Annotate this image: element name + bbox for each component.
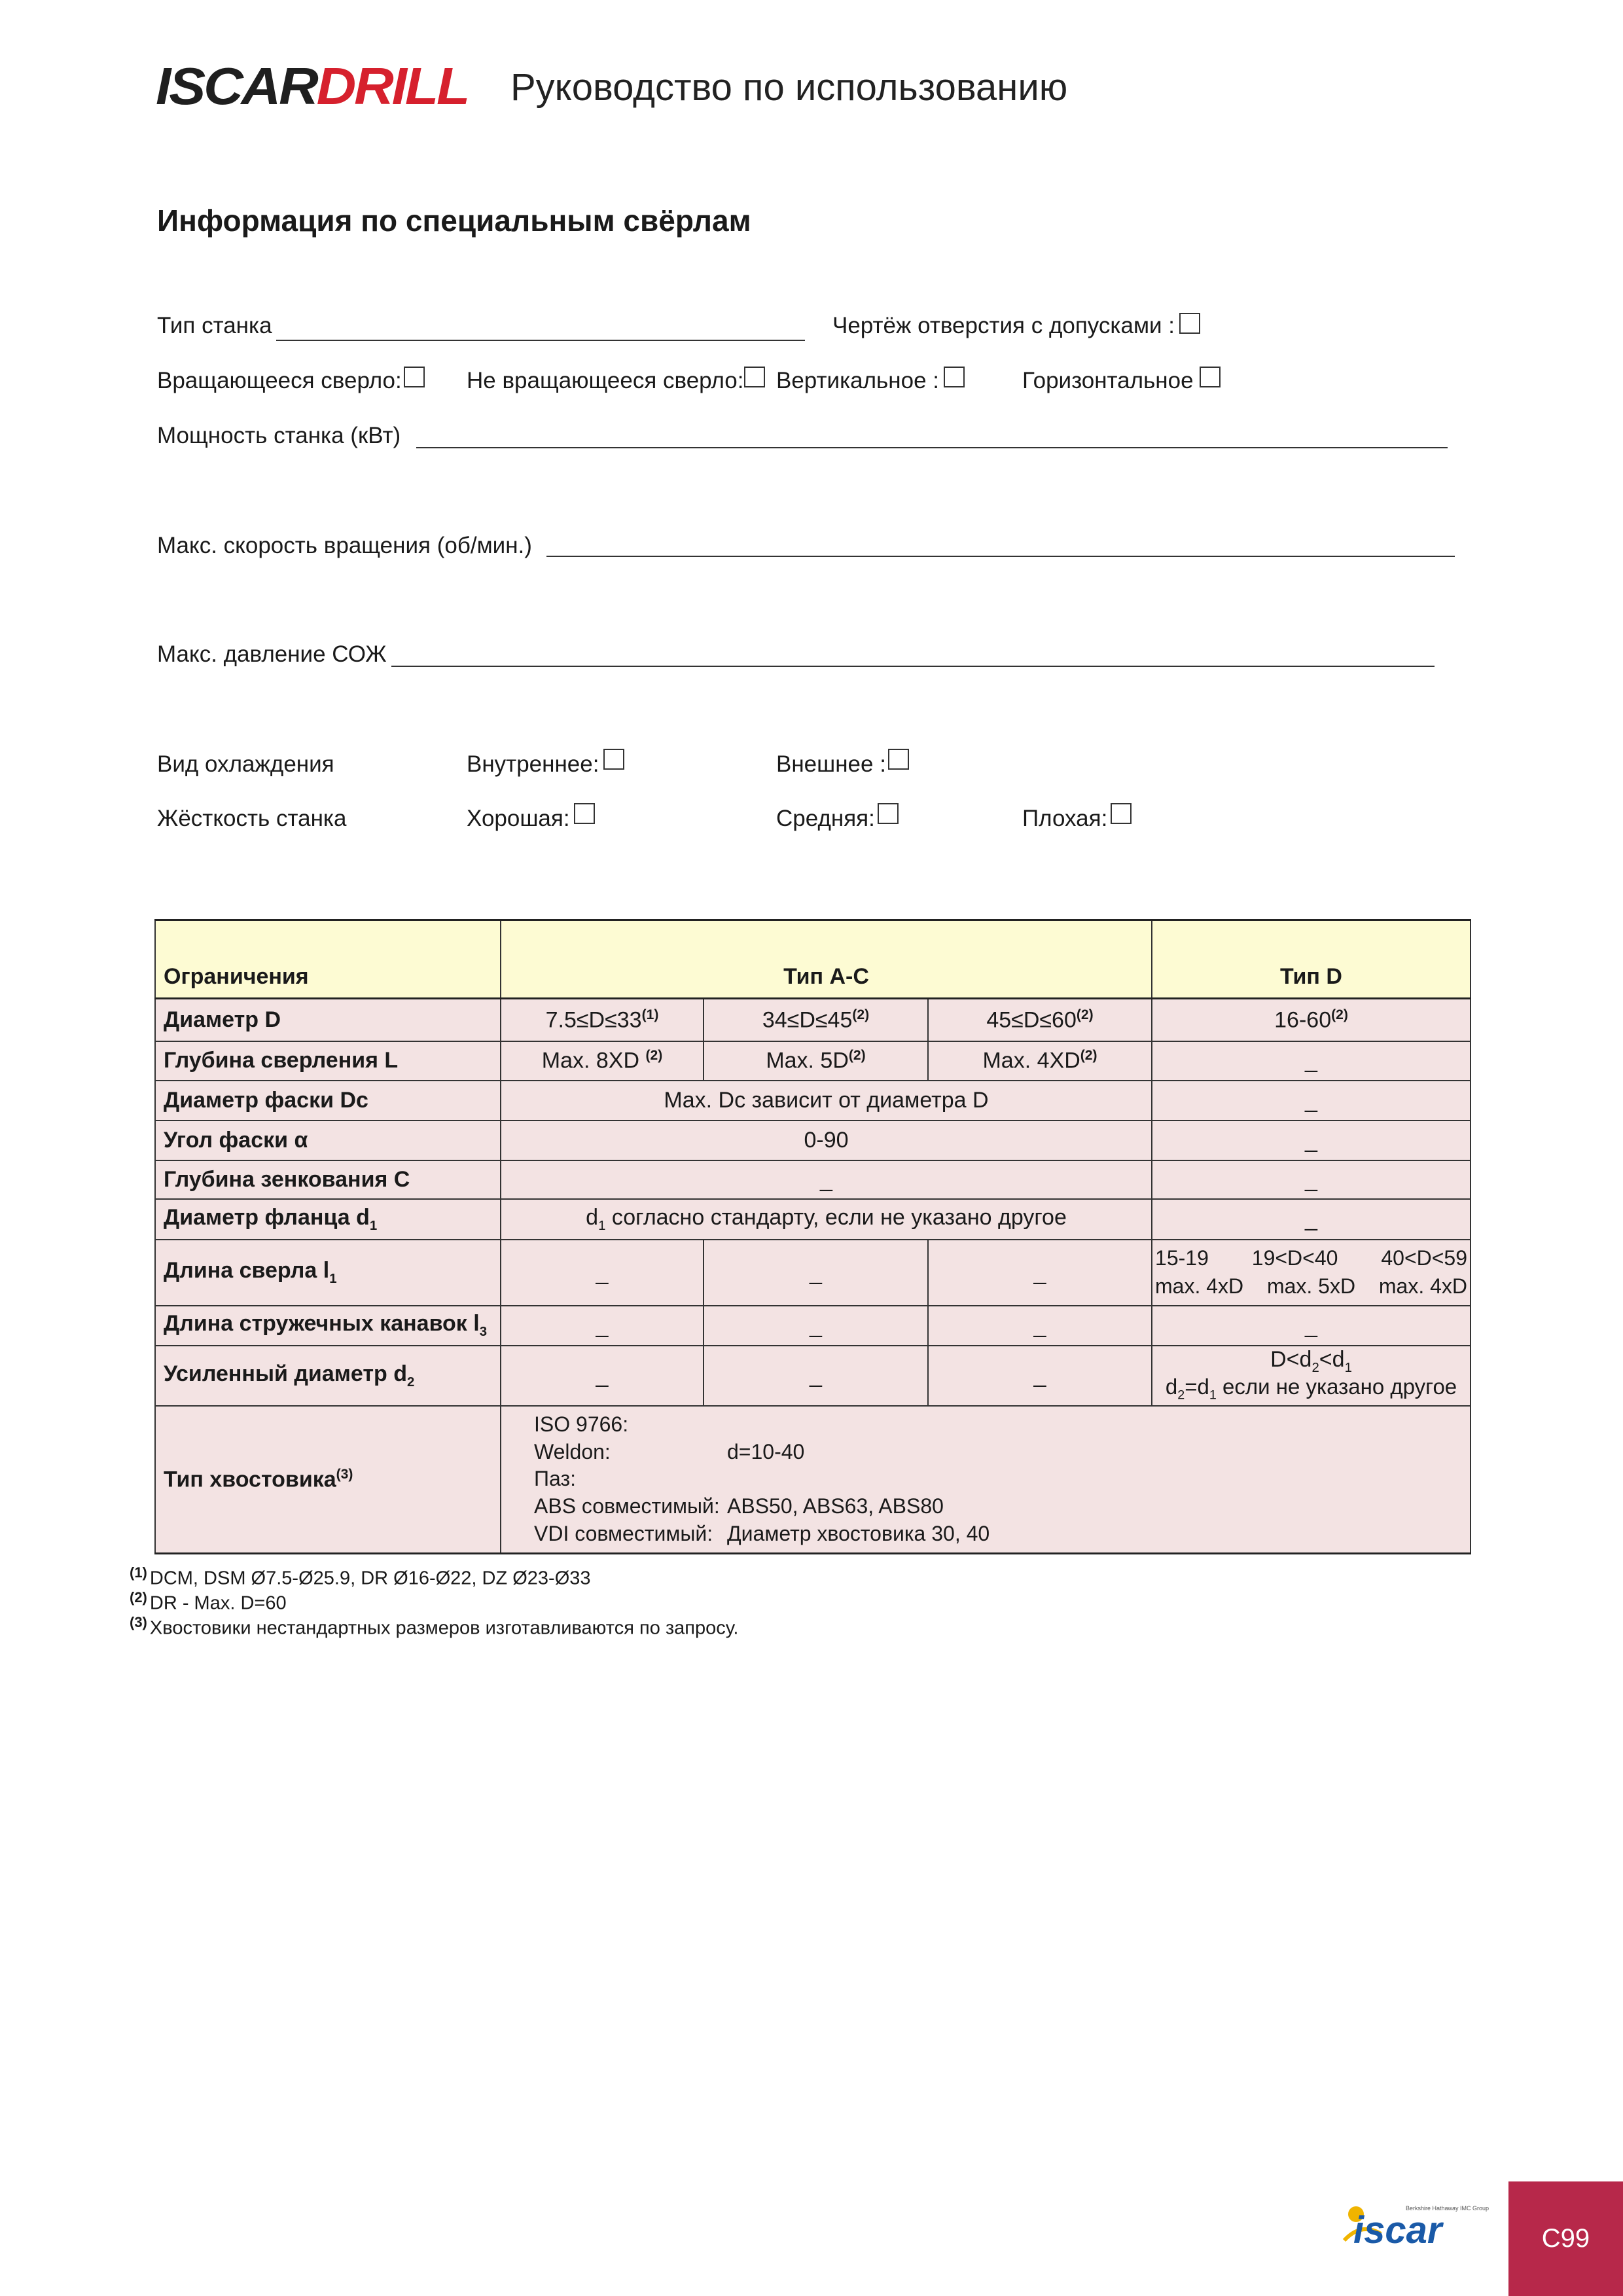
table-cell: _	[704, 1346, 928, 1406]
machine-power-field[interactable]	[416, 447, 1448, 448]
table-cell: _	[704, 1240, 928, 1306]
table-header-row	[155, 920, 1471, 999]
iscardrill-logo: ISCARDRILL	[156, 57, 469, 115]
table-row	[155, 999, 1471, 1041]
header-title: Руководство по использованию	[510, 66, 1068, 109]
table-row	[155, 1240, 1471, 1306]
good-label: Хорошая:	[467, 806, 570, 831]
footnote-3: $^{(3)}$ Хвостовики нестандартных размеров изготавливаются по запросу.	[130, 1614, 739, 1639]
row-label: Усиленный диаметр $d_2$	[155, 1346, 501, 1406]
table-cell: Max. 4XD$^{(2)}$	[928, 1041, 1152, 1081]
max-speed-label: Макс. скорость вращения (об/мин.)	[157, 533, 532, 558]
drawing-label: Чертёж отверстия с допусками :	[832, 313, 1175, 338]
table-cell: _	[501, 1160, 1152, 1199]
table-cell: _	[501, 1346, 704, 1406]
machine-type-label: Тип станка	[157, 313, 272, 338]
shank-type-cell: ISO 9766: Weldon: d=10-40 Паз: ABS совместимый: ABS50, ABS63, ABS80 VDI совместимый: Диаметр хвостовика 30, 40	[501, 1406, 1471, 1554]
spec-table	[154, 919, 1471, 1554]
row-label: Длина стружечных канавок $l_3$	[155, 1306, 501, 1346]
table-cell: 16-60$^{(2)}$	[1152, 999, 1471, 1041]
table-row	[155, 1160, 1471, 1199]
medium-checkbox[interactable]	[878, 803, 899, 824]
external-label: Внешнее :	[776, 751, 886, 777]
table-cell: $45\le D\le 60^{(2)}$	[928, 999, 1152, 1041]
iscar-logo	[1335, 2196, 1489, 2255]
vertical-label: Вертикальное :	[776, 368, 939, 393]
table-cell: _	[501, 1240, 704, 1306]
external-checkbox[interactable]	[888, 749, 909, 770]
good-checkbox[interactable]	[574, 803, 595, 824]
page-number: C99	[1541, 2224, 1590, 2253]
vertical-checkbox[interactable]	[944, 367, 965, 387]
poor-label: Плохая:	[1022, 806, 1108, 831]
table-row	[155, 1346, 1471, 1406]
table-row	[155, 1121, 1471, 1160]
table-cell: _	[928, 1346, 1152, 1406]
table-cell: _	[1152, 1160, 1471, 1199]
table-cell: $d_1$ согласно стандарту, если не указано другое	[501, 1199, 1152, 1240]
row-label: Диаметр фаски Dc	[155, 1081, 501, 1121]
cooling-type-label: Вид охлаждения	[157, 751, 334, 777]
drawing-checkbox[interactable]	[1179, 313, 1200, 334]
svg-text:Berkshire Hathaway IMC Group: Berkshire Hathaway IMC Group	[1406, 2205, 1489, 2212]
form-title: Информация по специальным свёрлам	[157, 204, 751, 238]
internal-label: Внутреннее:	[467, 751, 599, 777]
row-label: Диаметр фланца $d_1$	[155, 1199, 501, 1240]
header-constraints: Ограничения	[155, 920, 501, 999]
table-cell: Max. $5D^{(2)}$	[704, 1041, 928, 1081]
table-cell: 0-90	[501, 1121, 1152, 1160]
max-speed-field[interactable]	[546, 556, 1455, 557]
machine-type-field[interactable]	[276, 340, 805, 341]
row-label: Угол фаски α	[155, 1121, 501, 1160]
footnote-1: $^{(1)}$ DCM, DSM Ø7.5-Ø25.9, DR Ø16-Ø22, DZ Ø23-Ø33	[130, 1564, 591, 1589]
table-cell: _	[1152, 1121, 1471, 1160]
poor-checkbox[interactable]	[1111, 803, 1132, 824]
row-label: Глубина зенкования C	[155, 1160, 501, 1199]
table-cell: _	[1152, 1041, 1471, 1081]
table-row	[155, 1041, 1471, 1081]
row-label: Глубина сверления L	[155, 1041, 501, 1081]
table-cell: _	[704, 1306, 928, 1346]
non-rotating-drill-label: Не вращающееся сверло:	[467, 368, 744, 393]
table-row	[155, 1306, 1471, 1346]
table-cell: $34\le D\le 45^{(2)}$	[704, 999, 928, 1041]
table-row	[155, 1406, 1471, 1554]
horizontal-checkbox[interactable]	[1200, 367, 1221, 387]
horizontal-label: Горизонтальное	[1022, 368, 1194, 393]
non-rotating-drill-checkbox[interactable]	[744, 367, 765, 387]
table-cell: _	[501, 1306, 704, 1346]
page-number-tab	[1508, 2181, 1623, 2296]
table-cell: _	[928, 1306, 1152, 1346]
header-type-d: Тип D	[1152, 920, 1471, 999]
rotating-drill-checkbox[interactable]	[404, 367, 425, 387]
table-cell: $7.5\le D\le 33^{(1)}$	[501, 999, 704, 1041]
svg-text:iscar: iscar	[1353, 2209, 1442, 2251]
coolant-pressure-field[interactable]	[391, 666, 1435, 667]
row-label: Диаметр D	[155, 999, 501, 1041]
machine-power-label: Мощность станка (кВт)	[157, 423, 401, 448]
table-cell: Max. Dc зависит от диаметра D	[501, 1081, 1152, 1121]
medium-label: Средняя:	[776, 806, 875, 831]
table-row	[155, 1081, 1471, 1121]
table-cell: _	[1152, 1199, 1471, 1240]
row-label: Тип хвостовика$^{(3)}$	[155, 1406, 501, 1554]
table-cell: 15-19 19<D<40 40<D<59 max. 4xD max. 5xD max. 4xD	[1152, 1240, 1471, 1306]
header-type-ac: Тип A-C	[501, 920, 1152, 999]
table-cell: _	[928, 1240, 1152, 1306]
table-cell: _	[1152, 1306, 1471, 1346]
internal-checkbox[interactable]	[603, 749, 624, 770]
footnote-2: $^{(2)}$ DR - Max. D=60	[130, 1589, 287, 1614]
row-label: Длина сверла $l_1$	[155, 1240, 501, 1306]
rotating-drill-label: Вращающееся сверло:	[157, 368, 402, 393]
coolant-pressure-label: Макс. давление СОЖ	[157, 641, 387, 667]
table-row	[155, 1199, 1471, 1240]
rigidity-label: Жёсткость станка	[157, 806, 347, 831]
table-cell: $D<d_2<d_1$ $d_2=d_1$ если не указано другое	[1152, 1346, 1471, 1406]
table-cell: Max. 8XD $^{(2)}$	[501, 1041, 704, 1081]
table-cell: _	[1152, 1081, 1471, 1121]
